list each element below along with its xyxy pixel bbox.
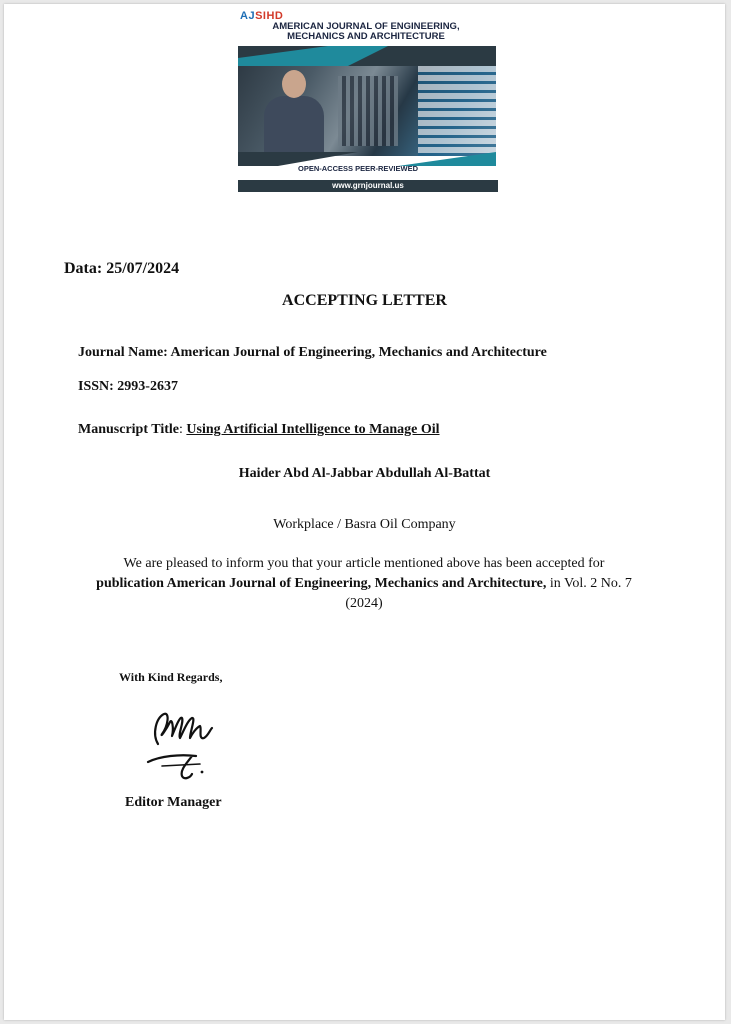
- closing-regards: With Kind Regards,: [119, 670, 223, 684]
- cover-title-line2: MECHANICS AND ARCHITECTURE: [287, 31, 445, 42]
- letter-heading: ACCEPTING LETTER: [282, 292, 447, 309]
- journal-url: www.grnjournal.us: [238, 180, 498, 192]
- logo-text-sihd: SIHD: [255, 10, 284, 22]
- engineer-figure-head: [282, 70, 306, 98]
- acceptance-volume: in Vol. 2 No. 7 (2024): [345, 576, 632, 611]
- cable-rack-image: [418, 66, 496, 156]
- lab-equipment-image: [338, 76, 398, 146]
- manuscript-line: [78, 422, 440, 438]
- cover-photo: [238, 66, 496, 156]
- cover-tagline: OPEN-ACCESS PEER-REVIEWED: [297, 164, 419, 173]
- logo-text-aj: AJ: [240, 10, 256, 22]
- acceptance-text-1: We are pleased to inform you that your article mentioned above has been accepted for: [123, 556, 605, 571]
- letter-date: Data: 25/07/2024: [64, 260, 180, 277]
- cover-title-line1: AMERICAN JOURNAL OF ENGINEERING,: [272, 21, 460, 32]
- journal-name-line: Journal Name: American Journal of Engineering, Mechanics and Architecture: [78, 345, 547, 360]
- cover-title: [234, 22, 498, 48]
- acceptance-journal: publication American Journal of Engineering, Mechanics and Architecture,: [96, 576, 547, 591]
- cover-top-band: [238, 46, 496, 66]
- letter-page: [4, 4, 725, 1020]
- manuscript-label: Manuscript Title: [78, 422, 179, 437]
- manuscript-title: Using Artificial Intelligence to Manage Oil: [186, 422, 440, 437]
- engineer-figure-body: [264, 96, 324, 156]
- acceptance-paragraph: [84, 554, 644, 614]
- issn-line: ISSN: 2993-2637: [78, 379, 178, 394]
- signer-title: Editor Manager: [125, 795, 222, 810]
- journal-cover: [234, 8, 498, 192]
- signature-icon: [140, 704, 220, 784]
- author-workplace: Workplace / Basra Oil Company: [273, 517, 456, 532]
- author-name: Haider Abd Al-Jabbar Abdullah Al-Battat: [238, 466, 491, 481]
- manuscript-separator: :: [179, 422, 187, 437]
